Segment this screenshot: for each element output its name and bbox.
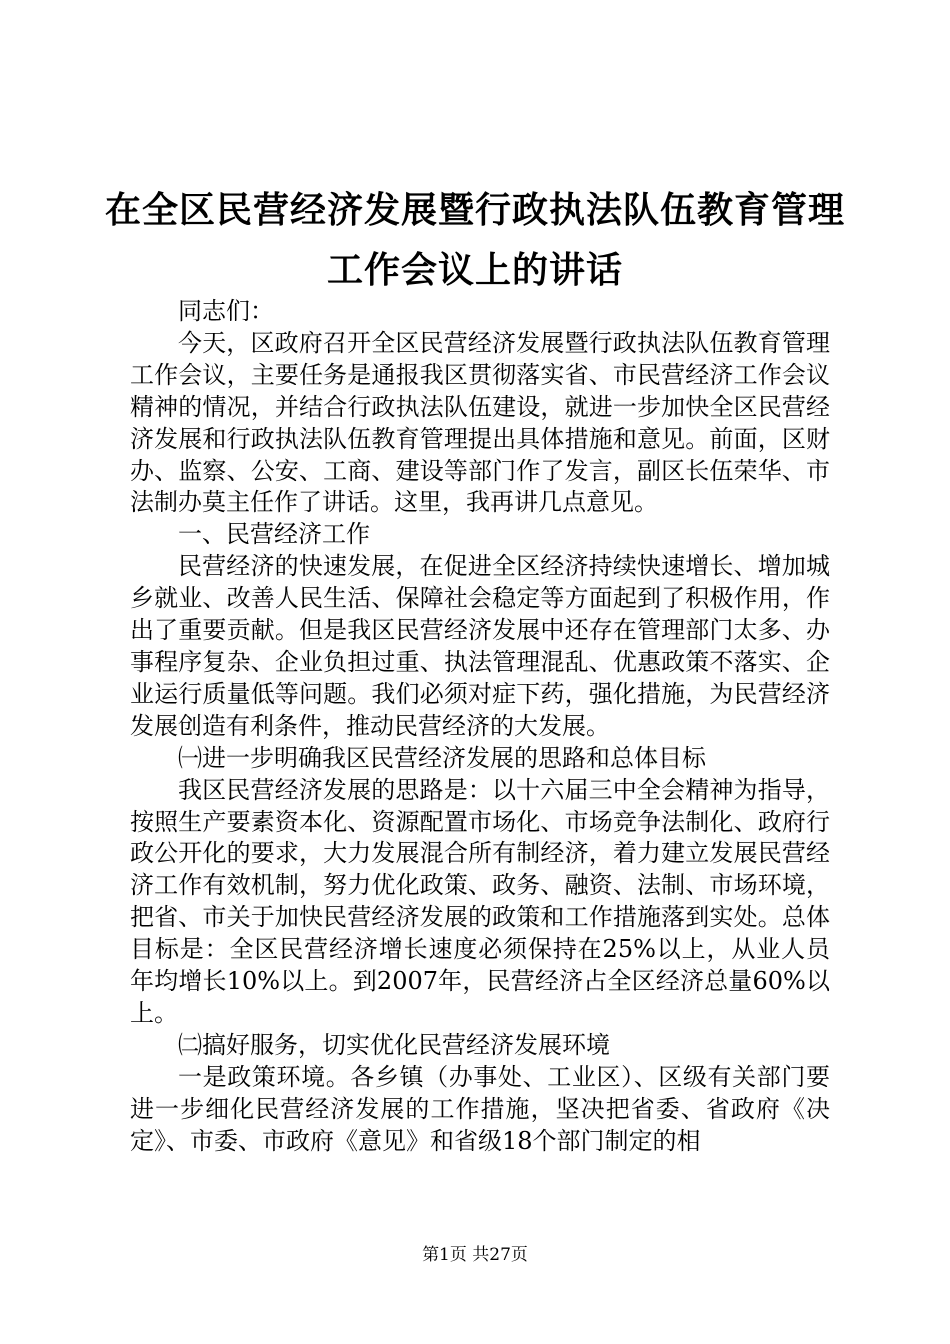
section-heading: 一、民营经济工作	[178, 520, 370, 549]
document-body	[130, 296, 830, 1157]
salutation: 同志们：	[178, 297, 274, 325]
subsection-heading: ㈠进一步明确我区民营经济发展的思路和总体目标	[178, 743, 706, 772]
subsection-heading: ㈡搞好服务，切实优化民营经济发展环境	[178, 1030, 610, 1059]
page-number-footer: 第1页 共27页	[422, 1245, 528, 1265]
document-title-line-1: 在全区民营经济发展暨行政执法队伍教育管理	[104, 189, 845, 231]
body-paragraph: 民营经济的快速发展，在促进全区经济持续快速增长、增加城乡就业、改善人民生活、保障社会稳定等方面起到了积极作用，作出了重要贡献。但是我区民营经济发展中还存在管理部门太多、办事程序复杂、企业负担过重、执法管理混乱、优惠政策不落实、企业运行质量低等问题。我们必须对症下药，强化措施，为民营经济发展创造有利条件，推动民营经济的大发展。	[130, 552, 830, 740]
document-title-line-2: 工作会议上的讲话	[326, 249, 623, 291]
body-paragraph: 一是政策环境。各乡镇（办事处、工业区）、区级有关部门要进一步细化民营经济发展的工作措施，坚决把省委、省政府《决定》、市委、市政府《意见》和省级18个部门制定的相	[130, 1062, 830, 1155]
body-paragraph: 今天，区政府召开全区民营经济发展暨行政执法队伍教育管理工作会议，主要任务是通报我区贯彻落实省、市民营经济工作会议精神的情况，并结合行政执法队伍建设，就进一步加快全区民营经济发展和行政执法队伍教育管理提出具体措施和意见。前面，区财办、监察、公安、工商、建设等部门作了发言，副区长伍荣华、市法制办莫主任作了讲话。这里，我再讲几点意见。	[130, 328, 830, 517]
body-paragraph: 我区民营经济发展的思路是：以十六届三中全会精神为指导，按照生产要素资本化、资源配置市场化、市场竞争法制化、政府行政公开化的要求，大力发展混合所有制经济，着力建立发展民营经济工作有效机制，努力优化政策、政务、融资、法制、市场环境，把省、市关于加快民营经济发展的政策和工作措施落到实处。总体目标是：全区民营经济增长速度必须保持在25%以上，从业人员年均增长10%以上。到2007年，民营经济占全区经济总量60%以上。	[130, 775, 830, 1027]
